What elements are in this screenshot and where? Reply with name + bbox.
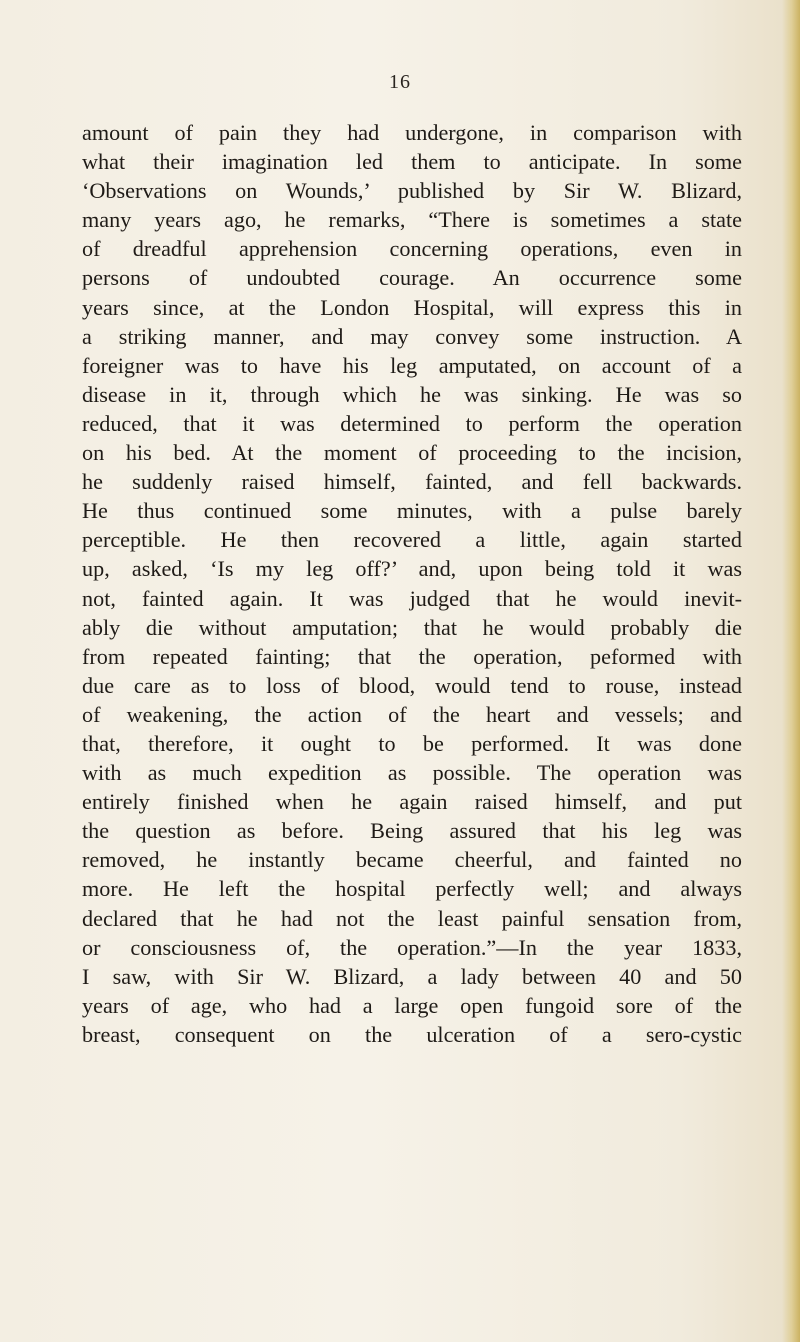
text-line: reduced, that it was determined to perform the operation <box>82 410 742 436</box>
text-line: what their imagination led them to anticipate. In some <box>82 149 742 175</box>
text-line: persons of undoubted courage. An occurrence some <box>82 265 742 291</box>
text-line: perceptible. He then recovered a little, again started <box>82 527 742 553</box>
text-line: of weakening, the action of the heart and vessels; and <box>82 701 742 727</box>
text-line: he suddenly raised himself, fainted, and fell backwards. <box>82 469 742 495</box>
text-line: declared that he had not the least painful sensation from, <box>82 905 742 931</box>
text-line: amount of pain they had undergone, in comparison with <box>82 120 742 145</box>
text-line: many years ago, he remarks, “There is sometimes a state <box>82 207 742 233</box>
text-line: from repeated fainting; that the operation, peformed with <box>82 643 742 669</box>
text-line: or consciousness of, the operation.”—In the year 1833, <box>82 934 742 960</box>
text-line: entirely finished when he again raised himself, and put <box>82 789 742 815</box>
text-line: He thus continued some minutes, with a pulse barely <box>82 498 742 524</box>
page-edge-shadow <box>782 0 800 1342</box>
text-line: of dreadful apprehension concerning operations, even in <box>82 236 742 262</box>
text-line: up, asked, ‘Is my leg off?’ and, upon being told it was <box>82 556 742 582</box>
page-number: 16 <box>389 71 411 93</box>
text-line: on his bed. At the moment of proceeding to the incision, <box>82 440 742 466</box>
text-line: that, therefore, it ought to be performed. It was done <box>82 730 742 756</box>
text-line: the question as before. Being assured that his leg was <box>82 818 742 844</box>
body-text <box>82 118 742 1049</box>
text-line: years since, at the London Hospital, will express this in <box>82 294 742 320</box>
text-line: years of age, who had a large open fungoid sore of the <box>82 992 742 1018</box>
text-line: disease in it, through which he was sinking. He was so <box>82 381 742 407</box>
text-line: I saw, with Sir W. Blizard, a lady between 40 and 50 <box>82 963 742 989</box>
text-line: a striking manner, and may convey some instruction. A <box>82 323 742 349</box>
text-line: ‘Observations on Wounds,’ published by Sir W. Blizard, <box>82 178 742 204</box>
text-line: not, fainted again. It was judged that he would inevit- <box>82 585 742 611</box>
text-line: with as much expedition as possible. The operation was <box>82 760 742 786</box>
text-line: due care as to loss of blood, would tend to rouse, instead <box>82 672 742 698</box>
text-line: foreigner was to have his leg amputated, on account of a <box>82 352 742 378</box>
text-line: ably die without amputation; that he would probably die <box>82 614 742 640</box>
text-line: breast, consequent on the ulceration of a sero-cystic <box>82 1021 742 1047</box>
text-line: removed, he instantly became cheerful, and fainted no <box>82 847 742 873</box>
text-line: more. He left the hospital perfectly well; and always <box>82 876 742 902</box>
